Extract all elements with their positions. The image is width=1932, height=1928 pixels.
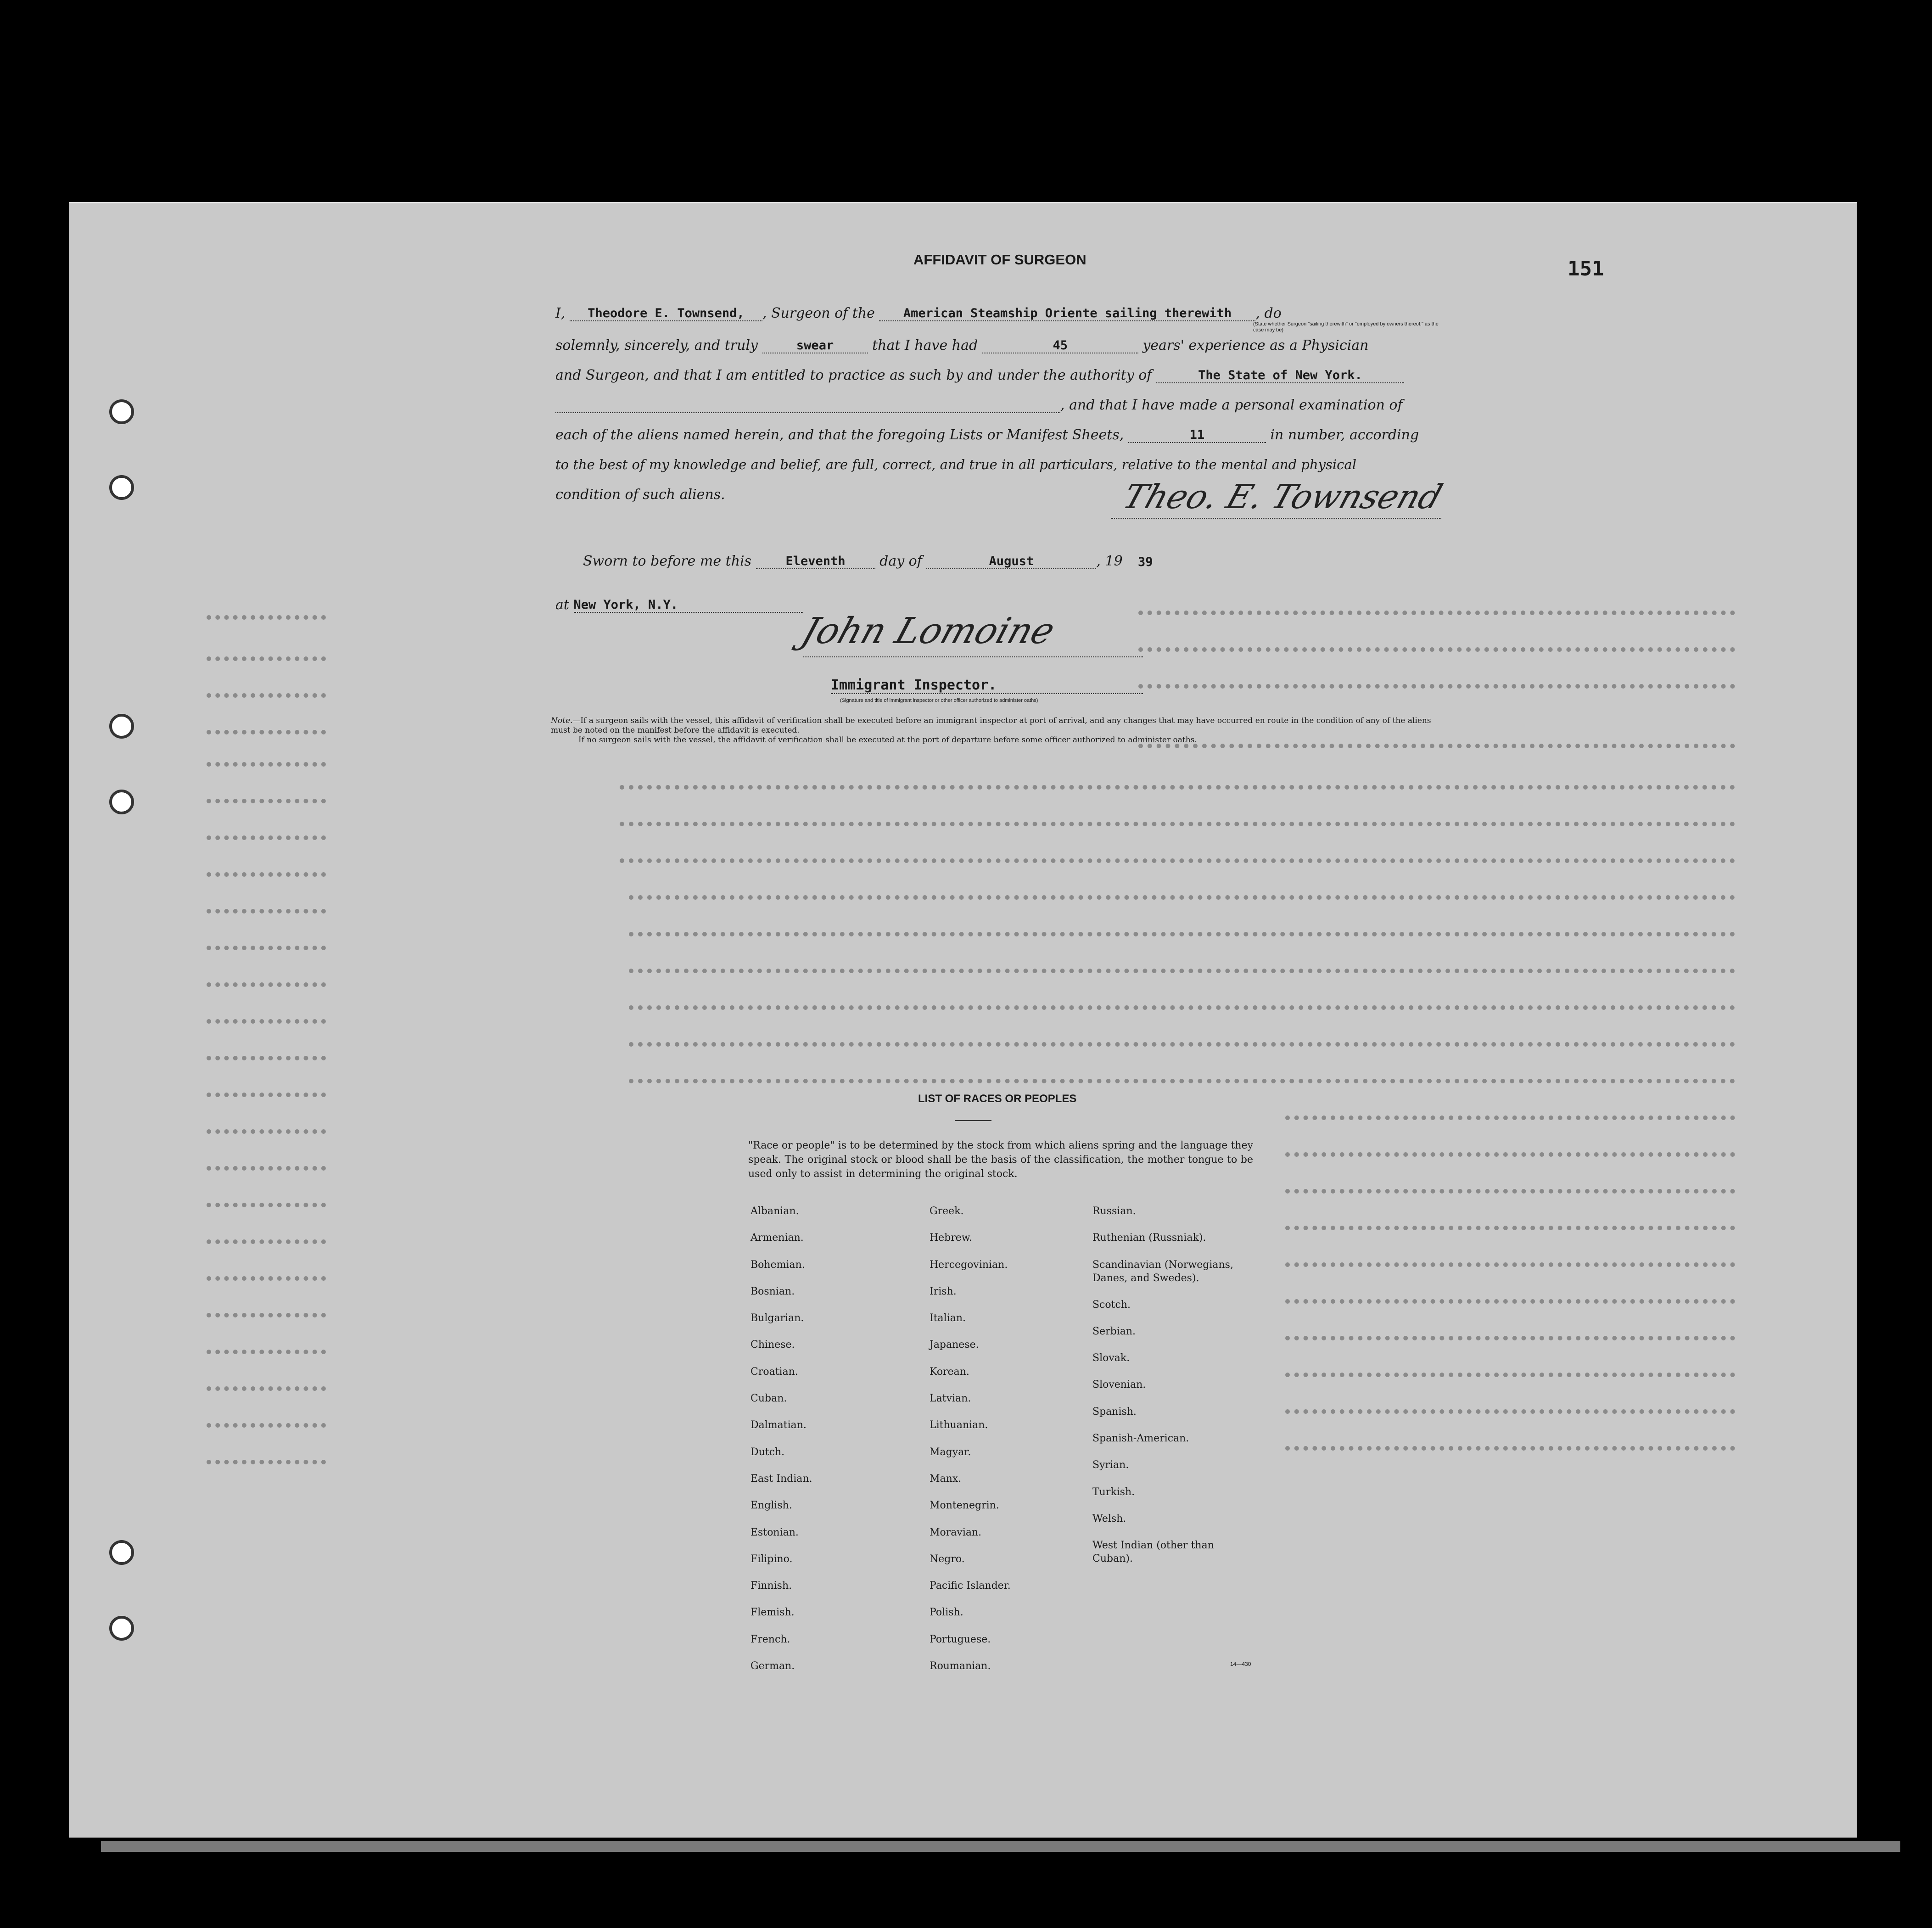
race-item: Italian.	[930, 1312, 966, 1324]
label-sworn: Sworn to before me this	[583, 553, 752, 569]
race-item: Spanish.	[1092, 1406, 1137, 1418]
race-item: Negro.	[930, 1553, 965, 1565]
race-item: Syrian.	[1092, 1459, 1129, 1471]
affidavit-line-2	[555, 337, 1368, 353]
label-at: at	[555, 597, 569, 613]
sworn-day: Eleventh	[756, 554, 875, 569]
race-item: Dutch.	[750, 1446, 785, 1458]
race-item: Montenegrin.	[930, 1500, 999, 1512]
race-item: Slovenian.	[1092, 1379, 1146, 1391]
surgeon-signature: Theo. E. Townsend	[1118, 477, 1447, 516]
binder-hole-icon	[109, 714, 134, 739]
race-item: Bosnian.	[750, 1285, 795, 1297]
form-code: 14—430	[1230, 1661, 1251, 1667]
race-item: Spanish-American.	[1092, 1433, 1189, 1445]
label-year-prefix: , 19	[1096, 553, 1123, 569]
races-title-rule	[955, 1120, 991, 1121]
race-item: Irish.	[930, 1285, 957, 1297]
binder-hole-icon	[109, 399, 134, 424]
label-surgeon-of: , Surgeon of the	[762, 305, 875, 321]
race-item: Magyar.	[930, 1446, 971, 1458]
page-edge	[101, 1841, 1900, 1852]
race-item: Cuban.	[750, 1393, 787, 1405]
note-label: Note.	[551, 716, 573, 725]
vessel-name: American Steamship Oriente sailing therewith	[879, 306, 1255, 321]
affidavit-line-7: condition of such aliens.	[555, 487, 725, 503]
label-have-had: that I have had	[872, 337, 978, 353]
authority: The State of New York.	[1156, 368, 1404, 383]
label-personal-exam: , and that I have made a personal examination of	[1060, 397, 1403, 413]
race-item: Korean.	[930, 1366, 969, 1378]
inspector-title: Immigrant Inspector.	[831, 677, 1143, 694]
binder-hole-icon	[109, 790, 134, 814]
race-item: Japanese.	[930, 1339, 979, 1351]
race-item: Hebrew.	[930, 1232, 973, 1244]
race-item: Turkish.	[1092, 1486, 1135, 1498]
race-item: Moravian.	[930, 1526, 982, 1538]
race-item: East Indian.	[750, 1473, 812, 1485]
note-line-2: If no surgeon sails with the vessel, the affidavit of verification shall be executed at the port of departure before some officer authorized to administer oaths.	[578, 735, 1197, 745]
races-column-2	[930, 1198, 1086, 1680]
race-item: English.	[750, 1500, 792, 1512]
race-item: Croatian.	[750, 1366, 798, 1378]
label-and-surgeon: and Surgeon, and that I am entitled to practice as such by and under the authority of	[555, 367, 1152, 383]
sworn-year: 39	[1137, 555, 1153, 569]
race-item: Polish.	[930, 1607, 963, 1619]
race-item: Lithuanian.	[930, 1419, 988, 1431]
label-years-exp: years' experience as a Physician	[1142, 337, 1369, 353]
race-item: Hercegovinian.	[930, 1259, 1008, 1271]
affidavit-line-5	[555, 427, 1419, 443]
binder-hole-icon	[109, 475, 134, 500]
note-line-1: —If a surgeon sails with the vessel, this affidavit of verification shall be executed before an immigrant inspector at port of arrival, and any changes that may have occurred en route in the condition of any of the aliens must be noted on the manifest before the affidavit is executed.	[551, 716, 1431, 735]
label-solemnly: solemnly, sincerely, and truly	[555, 337, 758, 353]
label-each-alien: each of the aliens named herein, and that the foregoing Lists or Manifest Sheets,	[555, 427, 1124, 443]
race-item: Latvian.	[930, 1393, 971, 1405]
label-day-of: day of	[879, 553, 922, 569]
inspector-signature-line	[803, 656, 1143, 657]
label-in-number: in number, according	[1270, 427, 1419, 443]
race-item: Flemish.	[750, 1607, 795, 1619]
race-item: Armenian.	[750, 1232, 804, 1244]
label-do: , do	[1255, 305, 1282, 321]
years-experience: 45	[982, 338, 1138, 353]
race-item: Finnish.	[750, 1580, 792, 1592]
surgeon-name: Theodore E. Townsend,	[570, 306, 762, 321]
race-item: Greek.	[930, 1205, 964, 1217]
race-item: Portuguese.	[930, 1633, 991, 1645]
inspector-title-note: (Signature and title of immigrant inspector or other officer authorized to administer oaths)	[840, 698, 1038, 703]
race-item: Slovak.	[1092, 1352, 1130, 1364]
sheets-count: 11	[1128, 428, 1266, 443]
affidavit-line-4	[555, 397, 1403, 413]
sworn-place-line	[555, 597, 803, 613]
race-item: Filipino.	[750, 1553, 793, 1565]
affidavit-line-3	[555, 367, 1404, 383]
race-item: Albanian.	[750, 1205, 799, 1217]
race-item: French.	[750, 1633, 790, 1645]
race-item: Serbian.	[1092, 1325, 1136, 1337]
sworn-line	[583, 553, 1164, 569]
race-item: Welsh.	[1092, 1513, 1126, 1524]
vessel-note: (State whether Surgeon "sailing therewith" or "employed by owners thereof," as the case may be)	[1253, 321, 1439, 333]
sworn-place: New York, N.Y.	[574, 598, 803, 613]
label-i: I,	[555, 305, 566, 321]
race-item: German.	[750, 1660, 795, 1672]
affidavit-line-1	[555, 305, 1282, 321]
binder-hole-icon	[109, 1616, 134, 1641]
affidavit-line-6: to the best of my knowledge and belief, are full, correct, and true in all particulars, relative to the mental and physical	[555, 457, 1356, 472]
race-item: Estonian.	[750, 1526, 799, 1538]
races-intro: "Race or people" is to be determined by the stock from which aliens spring and the language they speak. The original stock or blood shall be the basis of the classification, the mother tongue to be used only to assist in determining the original stock.	[748, 1140, 1253, 1180]
races-title: LIST OF RACES OR PEOPLES	[918, 1093, 1077, 1105]
race-item: Scandinavian (Norwegians, Danes, and Swedes).	[1092, 1259, 1233, 1284]
race-item: Chinese.	[750, 1339, 795, 1351]
signature-line	[1111, 518, 1441, 519]
race-item: Manx.	[930, 1473, 962, 1485]
note	[551, 716, 1450, 745]
race-item: Ruthenian (Russniak).	[1092, 1232, 1206, 1244]
race-item: Bulgarian.	[750, 1312, 804, 1324]
race-item: Pacific Islander.	[930, 1580, 1011, 1592]
binder-hole-icon	[109, 1540, 134, 1565]
races-column-1	[750, 1198, 916, 1680]
page-title: AFFIDAVIT OF SURGEON	[913, 252, 1086, 268]
inspector-signature: John Lomoine	[796, 611, 1060, 652]
race-item: Roumanian.	[930, 1660, 991, 1672]
race-item: Bohemian.	[750, 1259, 805, 1271]
sworn-month: August	[926, 554, 1096, 569]
race-item: Russian.	[1092, 1205, 1136, 1217]
page-number: 151	[1568, 257, 1604, 280]
oath-word: swear	[762, 338, 868, 353]
authority-continued	[555, 412, 1060, 413]
race-item: West Indian (other than Cuban).	[1092, 1540, 1214, 1565]
races-column-3	[1092, 1198, 1249, 1565]
race-item: Dalmatian.	[750, 1419, 806, 1431]
race-item: Scotch.	[1092, 1299, 1131, 1311]
